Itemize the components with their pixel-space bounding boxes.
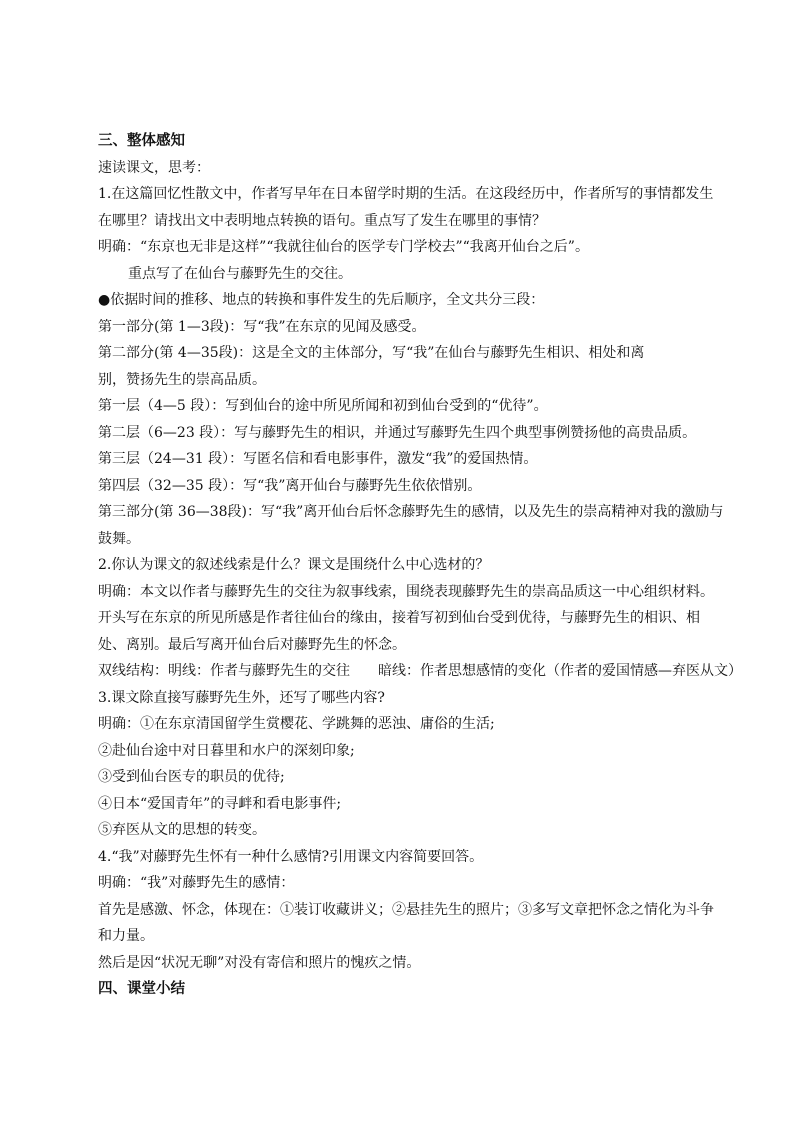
document-body: [98, 128, 742, 1003]
section-heading-class-summary: 四、课堂小结: [98, 981, 185, 997]
answer-4-then: 然后是因“状况无聊”对没有寄信和照片的愧疚之情。: [98, 954, 421, 971]
structure-layer-1: 第一层（4—5 段）：写到仙台的途中所见所闻和初到仙台受到的“优待”。: [98, 398, 548, 414]
answer-3-item: ④日本“爱国青年”的寻衅和看电影事件;: [98, 795, 342, 812]
structure-intro: ●依据时间的推移、地点的转换和事件发生的先后顺序，全文共分三段：: [98, 292, 545, 308]
structure-part-2-line-2: 别，赞扬先生的崇高品质。: [98, 371, 266, 388]
answer-4-intro: 明确：“我”对藤野先生的感情：: [98, 875, 295, 891]
answer-3-item: 明确：①在东京清国留学生赏樱花、学跳舞的恶浊、庸俗的生活;: [98, 716, 495, 732]
structure-layer-4: 第四层（32—35 段）：写“我”离开仙台与藤野先生依依惜别。: [98, 477, 482, 494]
double-line-structure: 双线结构：明线：作者与藤野先生的交往 暗线：作者思想感情的变化（作者的爱国情感—弃医从文）: [98, 663, 742, 679]
structure-part-3: 第三部分(第 36—38段)：写“我”离开仙台后怀念藤野先生的感情，以及先生的崇高精神对我的激励与鼓舞。: [98, 504, 724, 547]
structure-part-1: 第一部分(第 1—3段)：写“我”在东京的见闻及感受。: [98, 318, 426, 335]
question-3: 3.课文除直接写藤野先生外，还写了哪些内容?: [98, 689, 385, 706]
answer-1: 明确：“东京也无非是这样”“我就往仙台的医学专门学校去”“我离开仙台之后”。: [98, 239, 589, 255]
structure-layer-3: 第三层（24—31 段）：写匿名信和看电影事件，激发“我”的爱国热情。: [98, 451, 538, 467]
question-1: 1.在这篇回忆性散文中，作者写早年在日本留学时期的生活。在这段经历中，作者所写的事情都发生在哪里？请找出文中表明地点转换的语句。重点写了发生在哪里的事情？: [98, 186, 714, 229]
question-2: 2.你认为课文的叙述线索是什么？课文是围绕什么中心选材的？: [98, 557, 490, 573]
answer-2: 明确：本文以作者与藤野先生的交往为叙事线索，围绕表现藤野先生的崇高品质这一中心组织材料。开头写在东京的所见所感是作者往仙台的缘由，接着写初到仙台受到优待，与藤野先生的相识、相处、离别。最后写离开仙台后对藤野先生的怀念。: [98, 583, 714, 653]
structure-layer-2: 第二层（6—23 段）：写与藤野先生的相识，并通过写藤野先生四个典型事例赞扬他的高贵品质。: [98, 424, 697, 441]
answer-1-focus: 重点写了在仙台与藤野先生的交往。: [128, 265, 352, 282]
structure-part-2-line-1: 第二部分(第 4—35段)：这是全文的主体部分，写“我”在仙台与藤野先生相识、相处和离: [98, 345, 645, 361]
answer-3-item: ②赴仙台途中对日暮里和水户的深刻印象;: [98, 742, 355, 759]
answer-3-item: ⑤弃医从文的思想的转变。: [98, 822, 266, 838]
answer-4-first: 首先是感激、怀念，体现在：①装订收藏讲义；②悬挂先生的照片；③多写文章把怀念之情化为斗争和力量。: [98, 901, 714, 944]
section-heading-overall-perception: 三、整体感知: [98, 133, 185, 149]
answer-3-item: ③受到仙台医专的职员的优待;: [98, 769, 285, 785]
question-4: 4.“我”对藤野先生怀有一种什么感情?引用课文内容简要回答。: [98, 848, 484, 865]
reading-instruction: 速读课文，思考：: [98, 159, 210, 176]
